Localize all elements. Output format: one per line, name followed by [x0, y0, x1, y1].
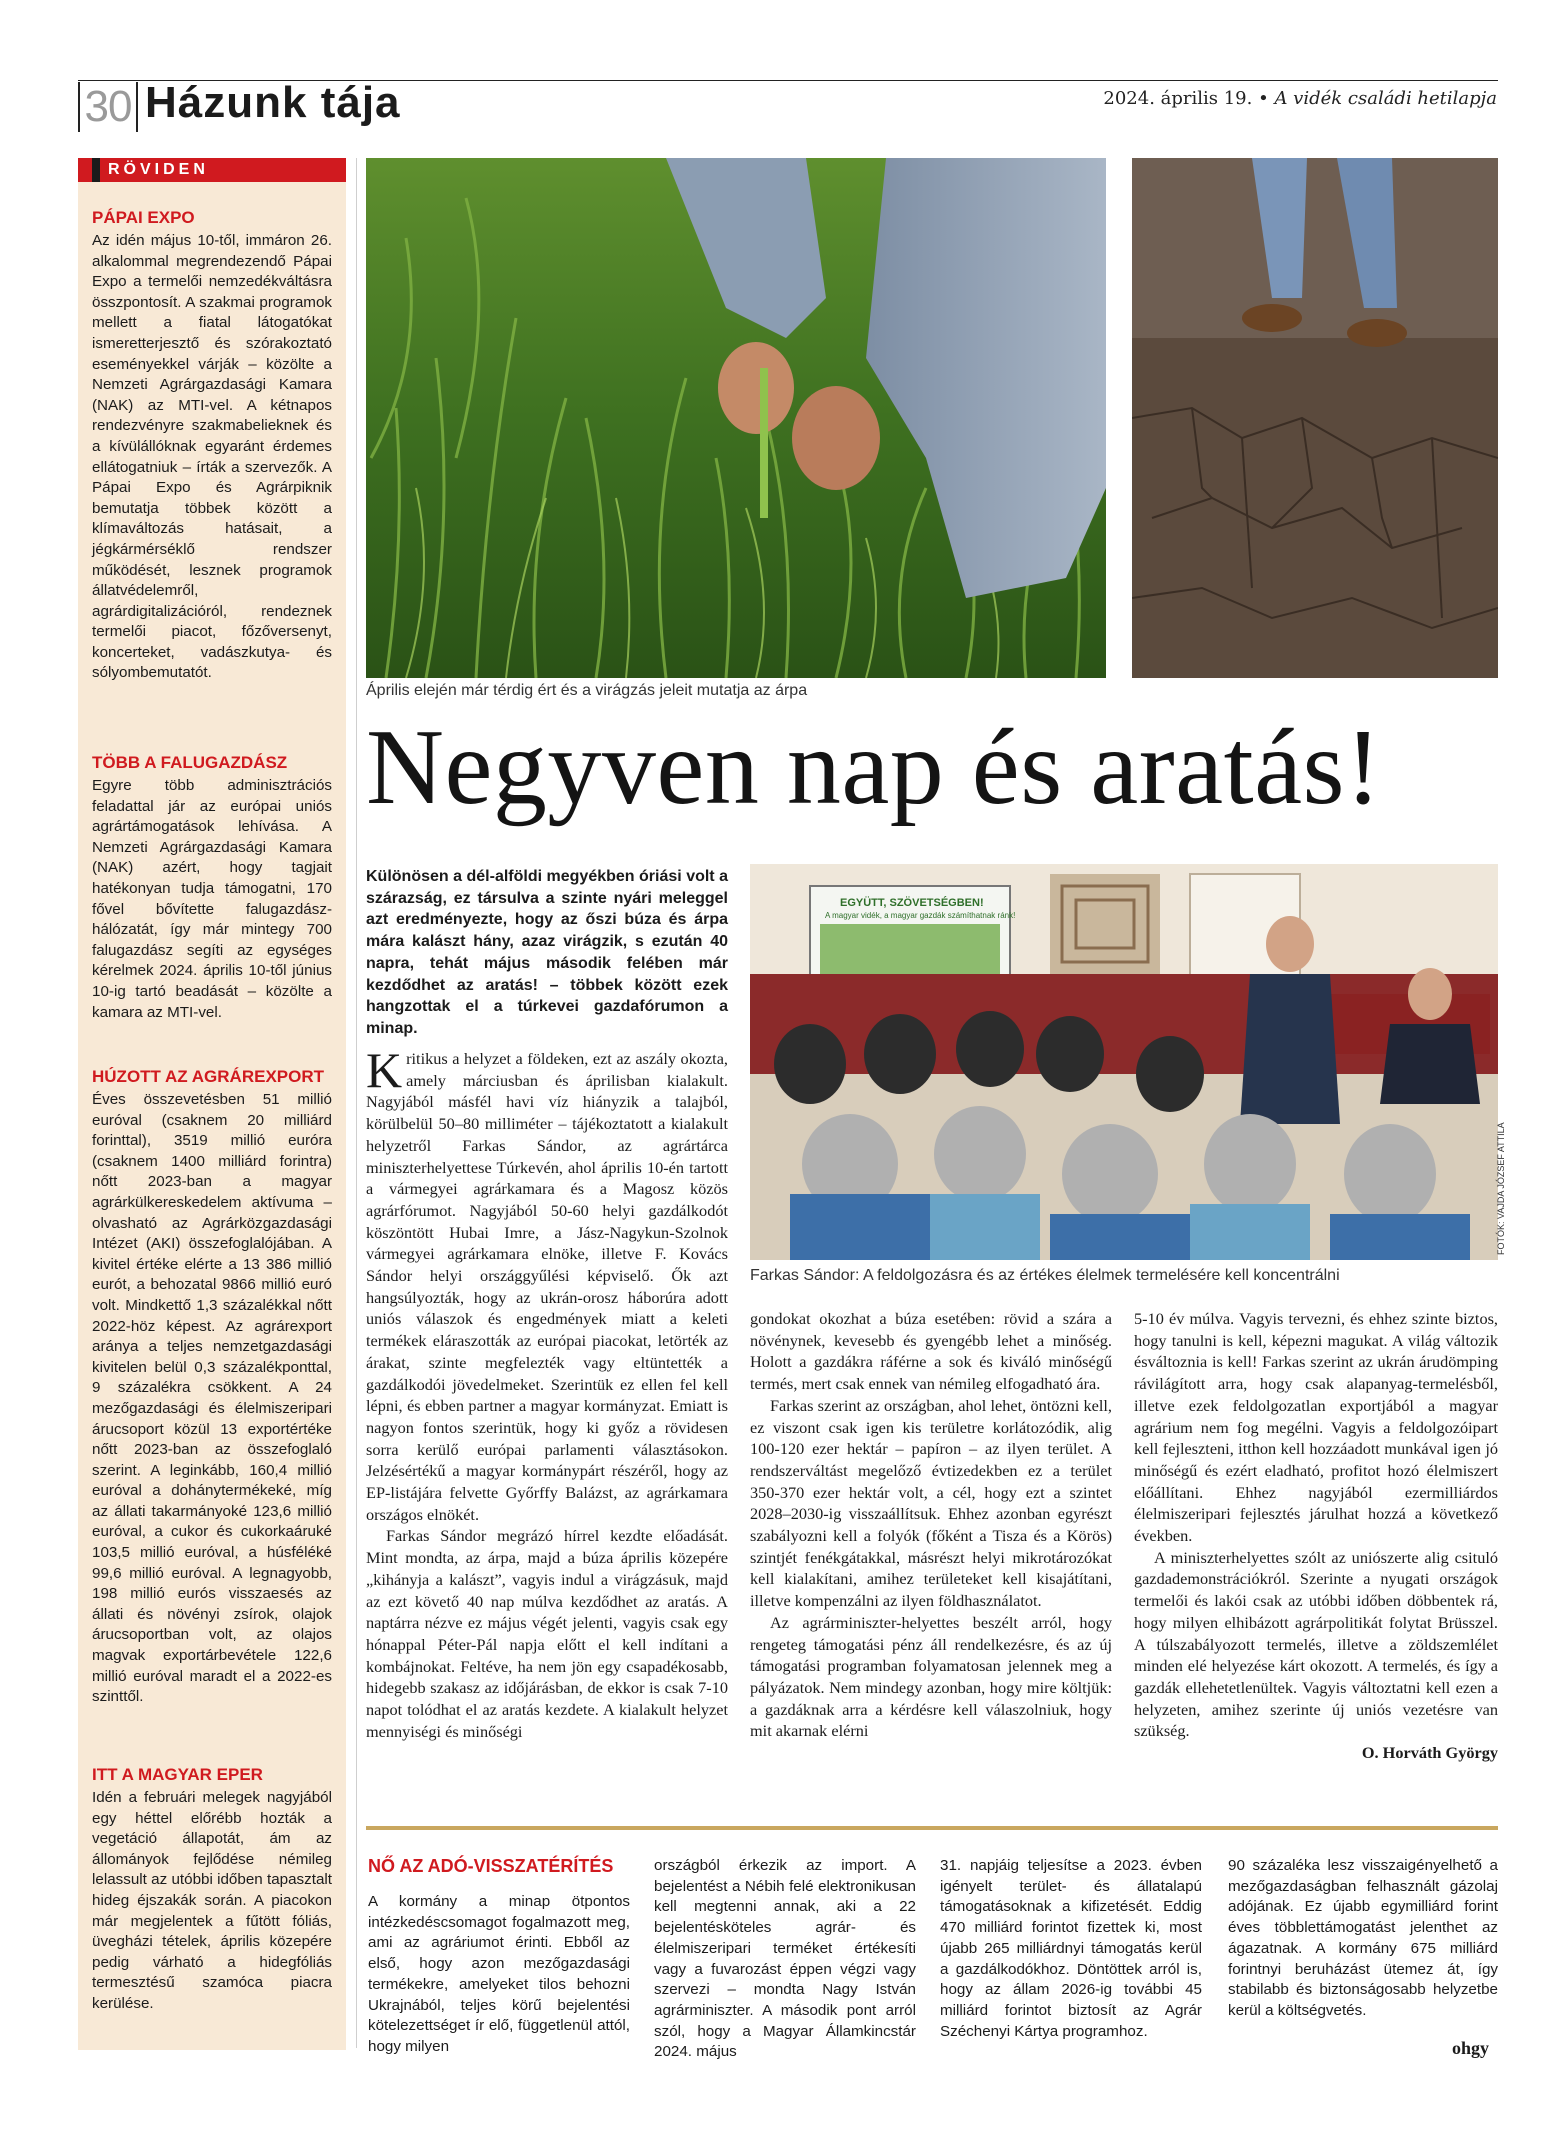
bottom-column-2: [654, 1856, 916, 2063]
article-paragraph: Farkas Sándor megrázó hírrel kezdte előadását. Mint mondta, az árpa, majd a búza április közepére „kihányja a kalászt”, vagyis indul a virágzásuk, majd az ezt követő 40 nap múlva kezdődhet az aratás. A naptárra nézve ez május végét jelenti, vagyis csak egy hónappal Péter-Pál napja előtt el kell indítani a kombájnokat. Feltéve, ha nem jön egy csapadékosabb, hidegebb szakasz az időjárásban, de ekkor is csak 7-10 napot tolódhat el az aratás kezdete. A kialakult helyzet mennyiségi és minőségi: [366, 1526, 728, 1741]
brief-papai-expo: [92, 207, 332, 684]
brief-eper: [92, 1764, 332, 2015]
bottom-column-4: [1228, 1856, 1498, 2022]
brief-text: Egyre több adminisztrációs feladattal jár az európai uniós agrártámogatások lehívása. A Nemzeti Agrárgazdasági Kamara (NAK) azért, hogy tagjait hatékonyan tudja támogatni, 170 fővel bővítette falugazdász-hálózatát, így már mintegy 700 falugazdász segíti az egységes kérelmek 2024. április 10-től június 10-ig tartó beadását – közölte a kamara az MTI-vel.: [92, 777, 332, 1021]
drop-cap: K: [366, 1042, 403, 1098]
barley-field-photo: [366, 158, 1106, 678]
section-title: Házunk tája: [145, 78, 401, 127]
page-number: 30: [78, 82, 138, 132]
column-divider: [356, 158, 357, 2048]
article-lead: Különösen a dél-alföldi megyékben óriási volt a szárazság, ez társulva a szinte nyári meleggel azt eredményezte, hogy az őszi búza és árpa mára kalászt hány, azaz virágzik, s ezután 40 napra, tehát május második felében már kezdődhet az aratás! – többek között ezek hangzottak el a túrkevei gazdafórumon a minap.: [366, 868, 728, 1037]
sidebar-tag-label: RÖVIDEN: [108, 161, 209, 178]
article-paragraph: gondokat okozhat a búza esetében: rövid a szára a növénynek, kevesebb és gyengébb lehet a minőség. Holott a gazdákra ráférne a sok és kiváló minőségű termés, mert csak ennek van némileg elfogadható ára.: [750, 1309, 1112, 1394]
publication-tagline: A vidék családi hetilapja: [1274, 88, 1497, 109]
photo-credit: FOTÓK: VAJDA JÓZSEF ATTILA: [1496, 1122, 1506, 1255]
article-paragraph: [366, 1042, 728, 1525]
article-paragraph: 5-10 év múlva. Vagyis tervezni, és ehhez szinte biztos, hogy tanulni is kell, képezni magukat. A világ változik ésváltoznia is kell! Farkas szerint az ukrán árudömping rávilágított arra, hogy csak alapanyag-termelésből, illetve ezek feldolgozatlan exportjából a magyar agrárium nem fog megélni. Vagyis a feldolgozóipart kell fejleszteni, itthon kell hozzáadott munkával igen jó minőségű és ezért eladható, profitot hozó élelmiszert előállítani. Ehhez nagyjából ezermilliárdos élelmiszeripari fejlesztés járulhat hozzá a következő években.: [1134, 1309, 1498, 1546]
cracked-soil-illustration: [1132, 158, 1498, 678]
article-author: O. Horváth György: [1361, 1743, 1498, 1763]
dateline: [1103, 88, 1497, 109]
bottom-box-title: NŐ AZ ADÓ-VISSZATÉRÍTÉS: [368, 1856, 614, 1876]
article-column-1: [366, 1042, 728, 1743]
article-column-2: [750, 1308, 1112, 1742]
bottom-paragraph: 31. napjáig teljesítse a 2023. évben igényelt terület- és állatalapú támogatásoknak a kifizetését. Eddig 470 milliárd forintot fizettek ki, most újabb 265 milliárdnyi támogatás kerül a gazdálkodókhoz. Döntöttek arról is, hogy az állam 2026-ig további 45 milliárd forintot biztosít az Agrár Széchenyi Kártya programhoz.: [940, 1857, 1202, 2040]
brief-title: HÚZOTT AZ AGRÁREXPORT: [92, 1067, 325, 1086]
gold-rule: [366, 1826, 1498, 1830]
forum-photo: [750, 864, 1498, 1260]
slide-title: EGYÜTT, SZÖVETSÉGBEN!: [840, 897, 984, 909]
photo-caption-top: Április elején már térdig ért és a virágzás jeleit mutatja az árpa: [366, 682, 808, 699]
article-paragraph: Farkas szerint az országban, ahol lehet, öntözni kell, ez viszont csak igen kis területre korlátozódik, alig 100-120 ezer hektár – papíron – az ilyen terület. A rendszerváltást megelőző évtizedekben ez a terület 350-370 ezer hektár volt, a cél, hogy ezt a szintet 2028–2030-ig visszaállítsuk. Ehhez azonban egyrészt szabályozni kell a folyók (főként a Tisza és a Körös) szintjét fenékgátakkal, másrészt helyi mikrotározókat kell kialakítani, amihez területeket kell kisajátítani, illetve kompenzálni az ilyen földhasználatot.: [750, 1395, 1112, 1611]
brief-agrarexport: [92, 1066, 332, 1708]
paragraph-text: ritikus a helyzet a földeken, ezt az aszály okozta, amely márciusban és áprilisban kialakult. Nagyjából másfél havi víz hiányzik a talajból, körülbelül 50–80 milliméter – tájékoztatott a kialakult helyzetről Farkas Sándor, az agrártárca miniszterhelyettese Túrkevén, ahol április 10-én tartott a vármegyei agrárkamara és a Magosz közös agrárfórumot. Nagyjából 50-60 helyi gazdálkodót köszöntött Hubai Imre, a Jász-Nagykun-Szolnok vármegyei agrárkamara elnöke, illetve F. Kovács Sándor helyi országgyűlési képviselő. Ők azt hangsúlyozták, hogy az ukrán-orosz háborúra adott uniós válaszok és engedmények miatt a keleti termékek eláraszották az európai piacokat, letörték az árakat, szinte megfelezték vagy eltüntették a gazdálkodói jövedelmeket. Szerintük ez ellen fel kell lépni, és ebben partner a magyar kormányzat. Emiatt is nagyon fontos szerintük, hogy ki győz a rövidesen sorra kerülő európai parlamenti választásokon. Jelzésértékű a magyar kormánypárt részéről, hogy az EP-listájára felvette Győrffy Balázst, az agrárkamara országos elnökét.: [366, 1049, 728, 1524]
article-headline: Negyven nap és aratás!: [366, 708, 1382, 827]
bottom-paragraph: országból érkezik az import. A bejelentést a Nébih felé elektronikusan kell megtenni annak, aki a 22 bejelentésköteles agrár- és élelmiszeripari terméket értékesíti vagy a fuvarozást éppen végzi vagy szervezi – mondta Nagy István agrárminiszter. A második pont arról szól, hogy a Magyar Államkincstár 2024. május: [654, 1857, 916, 2061]
barley-field-illustration: [366, 158, 1106, 678]
brief-text: Idén a februári melegek nagyjából egy héttel előrébb hozták a vegetáció állapotát, ám az állományok fejlődése némileg lelassult az utóbbi időben tapasztalt hideg éjszakák során. A piacokon már megjelentek a fűtött fóliás, üvegházi tételek, április közepére pedig várható a hidegfóliás termesztésű szamóca piacra kerülése.: [92, 1789, 332, 2012]
photo-caption-meeting: Farkas Sándor: A feldolgozásra és az értékes élelmek termelésére kell koncentrálni: [750, 1267, 1340, 1284]
bottom-signature: ohgy: [1452, 2038, 1490, 2058]
issue-date: 2024. április 19. •: [1103, 88, 1269, 109]
tag-marker: [92, 158, 100, 182]
slide-subtitle: A magyar vidék, a magyar gazdák számíthatnak ránk!: [825, 911, 1016, 920]
article-column-3: [1134, 1308, 1498, 1764]
bottom-column-3: [940, 1856, 1202, 2042]
dry-soil-photo: [1132, 158, 1498, 678]
sidebar-tag: [78, 158, 346, 182]
brief-title: ITT A MAGYAR EPER: [92, 1765, 263, 1784]
bottom-paragraph: 90 százaléka lesz visszaigényelhető a mezőgazdaságban felhasznált gázolaj adójának. Ez újabb egymilliárd forint éves többlettámogatást jelenthet az ágazatnak. A kormány 675 milliárd forintnyi beruházást ütemez át, így stabilabb és biztonságosabb helyzetbe kerül a költségvetés.: [1228, 1857, 1498, 2019]
article-paragraph: Az agrárminiszter-helyettes beszélt arról, hogy rengeteg támogatási pénz áll rendelkezésre, és az új támogatási programban folyamatosan jelennek meg a pályázatok. Nem mindegy azonban, hogy mire költjük: a gazdáknak arra a kérdésre kell válaszolniuk, hogy mit akarnak elérni: [750, 1612, 1112, 1741]
brief-text: Éves összevetésben 51 millió euróval (csaknem 20 milliárd forinttal), 3519 millió euróra (csaknem 1400 milliárd forintra) nőtt 2023-ban a magyar agrárkülkereskedelem aktívuma – olvasható az Agrárközgazdasági Intézet (AKI) összefoglalójában. A kivitel értéke elérte a 13 386 millió eurót, a behozatal 9866 millió euró volt. Mindkettő 1,3 százalékkal nőtt 2022-höz képest. Az agrárexport aránya a teljes nemzetgazdasági kivitelen belül 0,3 százalékponttal, 9 százalékra csökkent. A 24 mezőgazdasági és élelmiszeripari árucsoport közül 13 exportértéke nőtt 2023-ban az összefoglaló szerint. A leginkább, 160,4 millió euróval a dohánytermékeké, míg az állati takarmányoké 123,6 millió euróval, a cukor és cukorkaáruké 103,5 millió euróval, a húsféléké 99,6 millió euróval. A legnagyobb, 198 millió eurós visszaesés az állati és növényi zsírok, olajok árucsoportban volt, az olajos magvak exportárbevétele 122,6 millió euróval maradt el a 2022-es szinttől.: [92, 1091, 332, 1706]
brief-title: TÖBB A FALUGAZDÁSZ: [92, 753, 288, 772]
bottom-paragraph: A kormány a minap ötpontos intézkedéscsomagot fogalmazott meg, ami az agráriumot érinti. Ebből az első, hogy azon mezőgazdasági termékekre, amelyeket tilos behozni Ukrajnából, teljes körű bejelentési kötelezettséget ír elő, függetlenül attól, hogy milyen: [368, 1893, 630, 2055]
forum-illustration: [750, 864, 1498, 1260]
brief-falugazdasz: [92, 752, 332, 1023]
brief-title: PÁPAI EXPO: [92, 208, 195, 227]
article-paragraph: A miniszterhelyettes szólt az uniószerte alig csituló gazdademonstrációkról. Szerinte a nyugati országok termelői és lakói csak az utóbbi időben döbbentek rá, hogy milyen elhibázott agrárpolitikát folytat Brüsszel. A túlszabályozott termelés, illetve a zöldszemlélet minden elé helyezése kárt okozott. A termelés, és így a gazdák ellehetetlenültek. Vagyis változtatni kell ezen a helyzeten, amihez szerinte új uniós vezetésre van szükség.: [1134, 1547, 1498, 1741]
brief-text: Az idén május 10-től, immáron 26. alkalommal megrendezendő Pápai Expo a termelői nemzedékváltásra összpontosít. A szakmai programok mellett a fiatal látogatókat ismeretterjesztő és szórakoztató eseményekkel várják – közölte a Nemzeti Agrárgazdasági Kamara (NAK) az MTI-vel. A kétnapos rendezvényre szakmabelieknek és a kívülállóknak egyaránt érdemes ellátogatniuk – írták a szervezők. A Pápai Expo és Agrárpiknik bemutatja többek között a klímaváltozás hatásait, a jégkármérséklő rendszer működését, lesznek programok állatvédelemről, agrárdigitalizációról, rendeznek termelői piacot, főzőversenyt, koncerteket, vadászkutya- és sólyombemutatót.: [92, 232, 332, 682]
bottom-column-1: [368, 1892, 630, 2058]
